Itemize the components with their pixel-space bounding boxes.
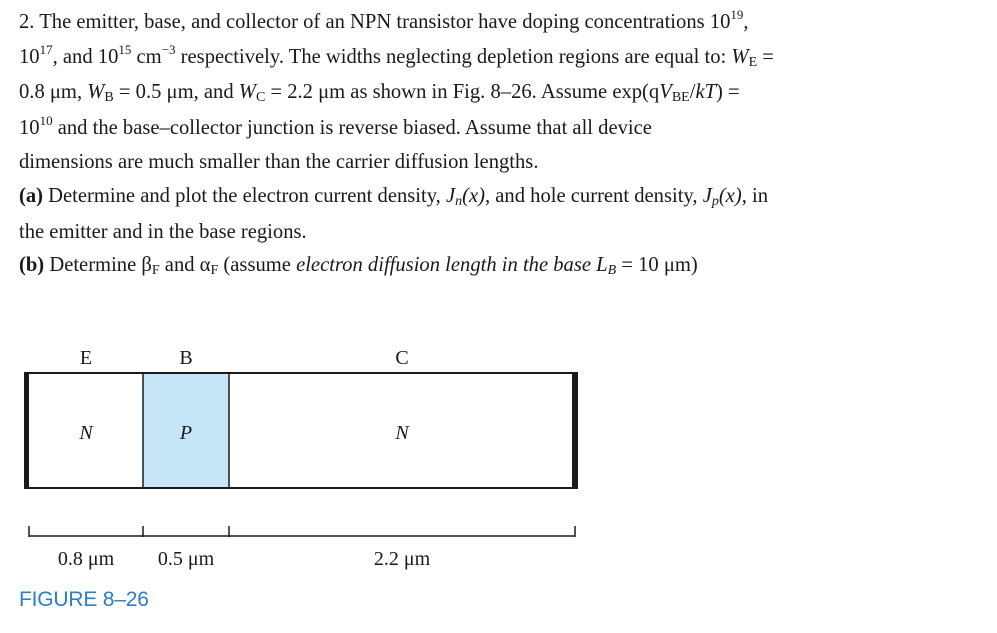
text: and α	[159, 254, 211, 277]
text: , in	[741, 184, 769, 207]
text: cm	[131, 45, 162, 68]
emitter-terminal-label: E	[79, 347, 93, 369]
subscript: B	[607, 263, 617, 279]
collector-terminal-label: C	[395, 347, 409, 369]
exponent: −3	[161, 41, 176, 57]
text: /	[689, 81, 696, 104]
text: Determine β	[44, 254, 152, 277]
subscript: BE	[671, 90, 690, 106]
variable: V	[659, 81, 672, 104]
collector-contact	[572, 372, 578, 489]
problem-line-5: dimensions are much smaller than the carrier diffusion lengths.	[19, 151, 539, 174]
variable: W	[731, 45, 749, 68]
base-width-label: 0.5 μm	[157, 548, 215, 570]
emitter-width-label: 0.8 μm	[57, 548, 115, 570]
part-label: (b)	[19, 254, 45, 277]
text: , and 10	[52, 45, 119, 68]
base-terminal-label: B	[179, 347, 193, 369]
emitter-type-label: N	[79, 422, 93, 444]
subscript: n	[455, 193, 463, 209]
text: ) =	[716, 81, 740, 104]
problem-line-7: the emitter and in the base regions.	[19, 220, 307, 243]
text: Determine and plot the electron current density,	[43, 184, 446, 207]
variable: kT	[695, 81, 717, 104]
variable: W	[238, 81, 256, 104]
text: =	[757, 45, 774, 68]
exponent: 19	[730, 7, 744, 22]
variable: J	[702, 184, 712, 207]
text: and the base–collector junction is reverse biased. Assume that all device	[52, 116, 652, 139]
base-type-label: P	[179, 422, 193, 444]
line1-text: 2. The emitter, base, and collector of an NPN transistor have doping concentrations 10	[19, 11, 731, 33]
subscript: F	[151, 263, 160, 279]
variable: (x)	[718, 184, 742, 207]
text: (assume	[218, 254, 297, 277]
text: 0.8 μm,	[19, 81, 88, 104]
text: respectively. The widths neglecting depletion regions are equal to:	[175, 45, 732, 68]
collector-width-label: 2.2 μm	[373, 548, 431, 570]
text: = 10 μm)	[616, 254, 698, 277]
subscript: C	[255, 90, 266, 106]
figure-caption: FIGURE 8–26	[19, 588, 149, 611]
subscript: F	[210, 263, 219, 279]
line1-tail: ,	[743, 11, 749, 33]
text: = 0.5 μm, and	[113, 81, 239, 104]
variable: (x)	[462, 184, 485, 207]
emitter-contact	[24, 372, 29, 489]
text: 10	[19, 116, 40, 139]
subscript: E	[748, 54, 758, 70]
exponent: 15	[118, 41, 132, 57]
text: 10	[19, 45, 40, 68]
text: = 2.2 μm as shown in Fig. 8–26. Assume exp(q	[265, 81, 660, 104]
variable: J	[445, 184, 456, 207]
subscript: p	[711, 193, 719, 209]
exponent: 10	[39, 112, 53, 128]
subscript: B	[104, 90, 114, 106]
text: , and hole current density,	[484, 184, 703, 207]
part-label: (a)	[19, 184, 44, 207]
exponent: 17	[39, 41, 53, 57]
variable: W	[87, 81, 105, 104]
text: electron diffusion length in the base L	[296, 254, 608, 277]
collector-type-label: N	[395, 422, 409, 444]
